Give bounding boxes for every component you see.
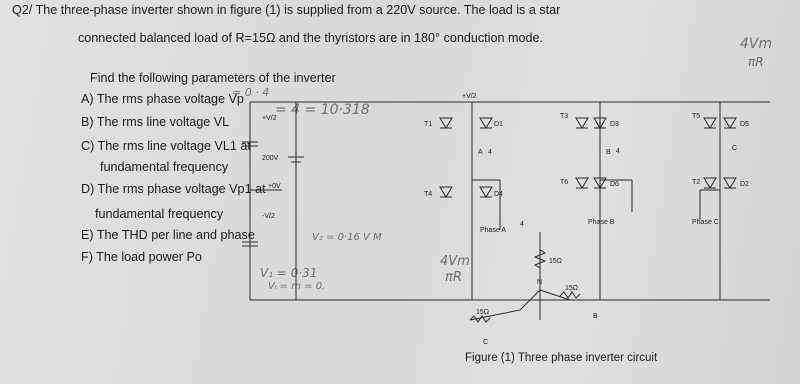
switch-t4-label: T4 <box>424 191 433 198</box>
item-f: F) The load power Po <box>81 250 202 264</box>
phase-c-label: Phase C <box>692 219 719 226</box>
item-a: A) The rms phase voltage Vp <box>81 92 244 106</box>
item-e: E) The THD per line and phase <box>81 228 255 242</box>
top-label: +V/2 <box>462 93 477 100</box>
diode-d6-label: D6 <box>610 181 619 188</box>
diode-d5-label: D5 <box>740 121 749 128</box>
diode-d4-label: D4 <box>494 191 503 198</box>
handwriting-b: = 4 = 10·318 <box>275 102 370 118</box>
switch-t1-label: T1 <box>424 121 433 128</box>
load-1-label: 15Ω <box>549 258 563 265</box>
diode-d3-label: D3 <box>610 121 619 128</box>
handwriting-m2: πR <box>445 270 462 285</box>
question-line-3: Find the following parameters of the inverter <box>90 71 336 85</box>
node-a-num: 4 <box>488 149 492 156</box>
source-voltage-label: 200V <box>262 155 279 162</box>
node-c-small: C <box>483 339 489 346</box>
load-3-label: 15Ω <box>565 285 579 292</box>
node-n-label: N <box>537 279 543 286</box>
handwriting-tr1: 4Vm <box>740 36 773 52</box>
node-b-small: B <box>593 313 598 320</box>
half-pos-label: +V/2 <box>262 115 277 122</box>
node-a-label: A <box>478 149 483 156</box>
phase-b-label: Phase B <box>588 219 615 226</box>
half-neg-label: -V/2 <box>262 213 275 220</box>
diode-d1-label: D1 <box>494 121 503 128</box>
node-b-num: 4 <box>616 148 620 155</box>
item-d: D) The rms phase voltage Vp1 at <box>81 182 266 196</box>
handwriting-a: = 0 · 4 <box>232 86 270 99</box>
item-c: C) The rms line voltage VL1 at <box>81 139 251 153</box>
handwriting-tr2: πR <box>748 55 764 69</box>
item-b: B) The rms line voltage VL <box>81 115 230 129</box>
question-line-2: connected balanced load of R=15Ω and the thyristors are in 180° conduction mode. <box>78 31 543 45</box>
switch-t3-label: T3 <box>560 113 569 120</box>
load-2-label: 15Ω <box>476 309 490 316</box>
handwriting-f1: V₁ = 0·31 <box>260 266 318 280</box>
handwriting-e: V₂ = 0·16 V M <box>312 232 382 243</box>
figure-caption: Figure (1) Three phase inverter circuit <box>465 352 658 364</box>
item-c-cont: fundamental frequency <box>100 160 229 174</box>
zero-label: +0V <box>268 183 281 190</box>
switch-t2-label: T2 <box>692 179 701 186</box>
node-b-label: B <box>606 149 611 156</box>
handwriting-f2: Vₗ = m = 0. <box>268 281 326 292</box>
handwriting-m1: 4Vm <box>440 254 470 269</box>
switch-t5-label: T5 <box>692 113 701 120</box>
phase-a-label: Phase A <box>480 227 507 234</box>
diode-d2-label: D2 <box>740 181 749 188</box>
question-line-1: Q2/ The three-phase inverter shown in figure (1) is supplied from a 220V source. The load is a star <box>12 3 561 17</box>
switch-t6-label: T6 <box>560 179 569 186</box>
node-c-label: C <box>732 145 738 152</box>
node-num-4: 4 <box>520 221 524 228</box>
item-d-cont: fundamental frequency <box>95 207 224 221</box>
